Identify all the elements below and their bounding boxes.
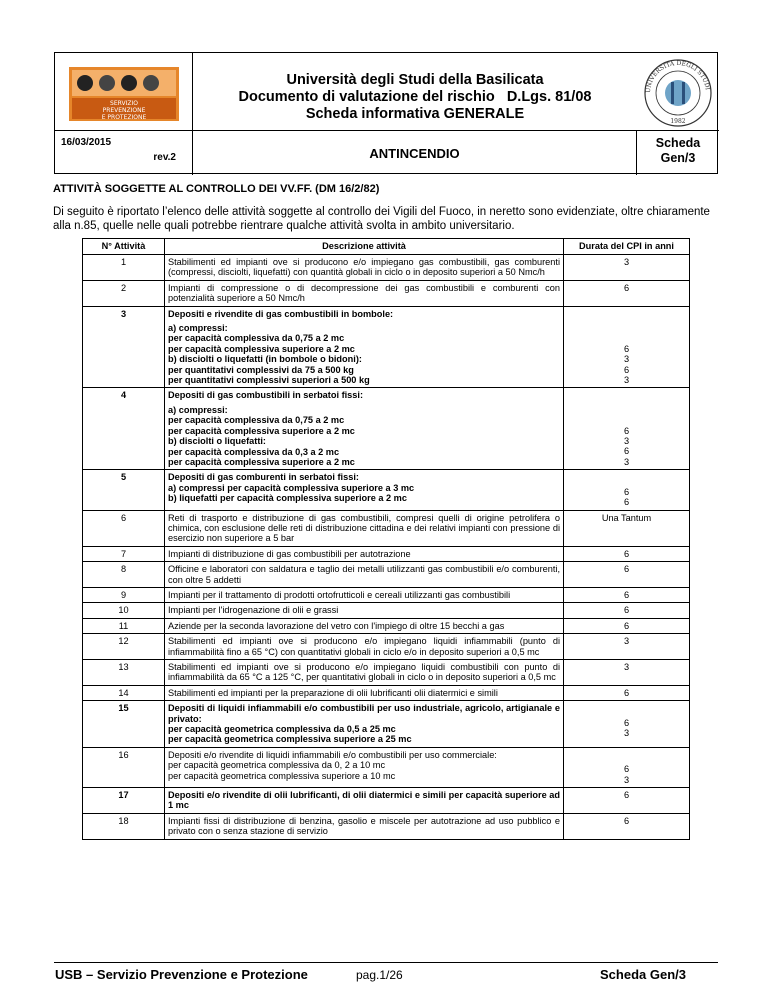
table-row bbox=[83, 255, 690, 281]
description-line: Impianti di compressione o di decompressione dei gas combustibili e comburenti con potenzialità superiore a 50 Nmc/h bbox=[168, 282, 560, 304]
activity-duration bbox=[564, 618, 690, 633]
duration-value: 6 bbox=[623, 620, 630, 631]
duration-value: 3 bbox=[623, 257, 630, 267]
table-row bbox=[83, 659, 690, 685]
section-heading: ATTIVITÀ SOGGETTE AL CONTROLLO DEI VV.FF. (DM 16/2/82) bbox=[53, 183, 380, 195]
table-row bbox=[83, 701, 690, 748]
duration-value: 6 bbox=[623, 282, 630, 293]
activity-number: 13 bbox=[83, 659, 165, 685]
activity-description bbox=[165, 701, 564, 748]
duration-value: 6 bbox=[623, 764, 630, 775]
duration-value: 3 bbox=[623, 636, 630, 647]
duration-value: 6 bbox=[623, 687, 630, 698]
duration-value: 3 bbox=[623, 354, 630, 365]
duration-value: 6 bbox=[623, 364, 630, 375]
duration-value: 6 bbox=[623, 790, 630, 801]
table-row bbox=[83, 388, 690, 470]
description-line: per capacità complessiva superiore a 2 mc bbox=[168, 343, 355, 354]
activity-description bbox=[165, 562, 564, 588]
description-line: b) liquefatti per capacità complessiva superiore a 2 mc bbox=[168, 493, 407, 504]
description-line: b) disciolti o liquefatti (in bombole o bidoni): bbox=[168, 354, 362, 365]
description-line: Depositi di liquidi infiammabili e/o combustibili per uso industriale, agricolo, artigianale e privato: bbox=[168, 703, 560, 724]
logo-line-2: PREVENZIONE bbox=[102, 107, 146, 114]
activity-duration bbox=[564, 470, 690, 510]
description-line: per capacità complessiva superiore a 2 mc bbox=[168, 425, 355, 436]
document-header bbox=[54, 52, 718, 174]
activity-description bbox=[165, 510, 564, 546]
university-seal-icon bbox=[637, 53, 719, 131]
description-line: per capacità complessiva da 0,75 a 2 mc bbox=[168, 333, 345, 344]
duration-value: Una Tantum bbox=[601, 512, 652, 523]
description-line: Impianti per l'idrogenazione di olii e grassi bbox=[168, 605, 339, 616]
description-line: Depositi di gas combustibili in serbatoi fissi: bbox=[168, 390, 364, 401]
activity-duration bbox=[564, 634, 690, 660]
activity-duration bbox=[564, 255, 690, 281]
description-line: Impianti per il trattamento di prodotti ortofrutticoli e cereali utilizzanti gas combustibili bbox=[168, 589, 511, 600]
document-date: 16/03/2015 bbox=[61, 137, 112, 148]
activity-duration bbox=[564, 788, 690, 814]
activity-number: 3 bbox=[83, 306, 165, 388]
activities-table bbox=[82, 238, 690, 840]
duration-value: 6 bbox=[623, 815, 630, 826]
footer-rule bbox=[54, 962, 718, 963]
footer-left: USB – Servizio Prevenzione e Protezione bbox=[55, 967, 308, 982]
activity-description bbox=[165, 747, 564, 787]
description-line: per capacità geometrica complessiva da 0,5 a 25 mc bbox=[168, 724, 396, 735]
header-description: Descrizione attività bbox=[165, 239, 564, 255]
activity-duration bbox=[564, 546, 690, 561]
seal-year: 1982 bbox=[670, 118, 686, 125]
description-line: per capacità complessiva superiore a 2 mc bbox=[168, 456, 355, 467]
activity-number: 11 bbox=[83, 618, 165, 633]
title-cell bbox=[193, 53, 637, 131]
duration-value: 6 bbox=[623, 486, 630, 497]
description-line: a) compressi: bbox=[168, 404, 228, 415]
scheda-line-1: Scheda bbox=[655, 136, 701, 150]
activity-duration bbox=[564, 280, 690, 306]
table-row bbox=[83, 634, 690, 660]
activity-duration bbox=[564, 813, 690, 839]
description-line: b) disciolti o liquefatti: bbox=[168, 436, 266, 447]
table-row bbox=[83, 685, 690, 700]
duration-value: 6 bbox=[623, 497, 630, 508]
table-row bbox=[83, 813, 690, 839]
description-line: Reti di trasporto e distribuzione di gas combustibili, compresi quelli di origine petrolifera o chimica, con esclusione delle reti di distribuzione cittadina e dei relativi impianti con pressione di esercizio non superiore a 5 bar bbox=[168, 512, 560, 544]
table-row bbox=[83, 788, 690, 814]
seal-text: UNIVERSITA DEGLI STUDI bbox=[644, 59, 711, 94]
table-row bbox=[83, 618, 690, 633]
activity-description bbox=[165, 255, 564, 281]
activity-description bbox=[165, 813, 564, 839]
table-row bbox=[83, 587, 690, 602]
activity-duration bbox=[564, 747, 690, 787]
activity-description bbox=[165, 587, 564, 602]
activity-number: 1 bbox=[83, 255, 165, 281]
table-row bbox=[83, 306, 690, 388]
activity-number: 9 bbox=[83, 587, 165, 602]
description-line: per quantitativi complessivi da 75 a 500 kg bbox=[168, 364, 354, 375]
activity-number: 18 bbox=[83, 813, 165, 839]
description-line: a) compressi per capacità complessiva superiore a 3 mc bbox=[168, 482, 415, 493]
duration-value: 3 bbox=[623, 661, 630, 672]
activity-description bbox=[165, 388, 564, 470]
header-duration: Durata del CPI in anni bbox=[564, 239, 690, 255]
table-row bbox=[83, 747, 690, 787]
activity-number: 15 bbox=[83, 701, 165, 748]
activity-description bbox=[165, 280, 564, 306]
duration-value: 6 bbox=[623, 589, 630, 600]
scheda-title: Scheda informativa GENERALE bbox=[305, 106, 525, 122]
table-row bbox=[83, 470, 690, 510]
duration-value: 3 bbox=[623, 375, 630, 386]
description-line: Depositi e rivendite di gas combustibili in bombole: bbox=[168, 308, 394, 319]
activity-duration bbox=[564, 587, 690, 602]
duration-value: 3 bbox=[623, 436, 630, 447]
document-title: Documento di valutazione del rischio D.Lgs. 81/08 bbox=[238, 89, 592, 105]
activity-number: 4 bbox=[83, 388, 165, 470]
description-line: Stabilimenti ed impianti ove si producono e/o impiegano liquidi infiammabili (punto di infiammabilità fino a 65 °C) con quantitativi globali in ciclo e/o in deposito superiori a 0,5 mc bbox=[168, 636, 560, 657]
logo-cell bbox=[55, 53, 193, 131]
description-line: per quantitativi complessivi superiori a 500 kg bbox=[168, 375, 370, 386]
university-title: Università degli Studi della Basilicata bbox=[286, 72, 544, 88]
activity-number: 5 bbox=[83, 470, 165, 510]
description-line: Impianti fissi di distribuzione di benzina, gasolio e miscele per autotrazione ad uso pubblico e privato con o senza stazione di servizio bbox=[168, 815, 560, 837]
activity-description bbox=[165, 306, 564, 388]
section-title: ANTINCENDIO bbox=[193, 131, 637, 175]
activity-description bbox=[165, 470, 564, 510]
activity-duration bbox=[564, 659, 690, 685]
description-line: a) compressi: bbox=[168, 323, 228, 334]
description-line: Depositi di gas comburenti in serbatoi fissi: bbox=[168, 472, 359, 483]
duration-value: 6 bbox=[623, 425, 630, 436]
scheda-id bbox=[637, 131, 719, 175]
description-line: Depositi e/o rivendite di olii lubrificanti, di olii diatermici e simili per capacità superiore ad 1 mc bbox=[168, 790, 560, 811]
duration-value: 3 bbox=[623, 728, 630, 738]
duration-value: 6 bbox=[623, 446, 630, 457]
activity-duration bbox=[564, 306, 690, 388]
duration-value: 6 bbox=[623, 605, 630, 616]
table-header-row bbox=[83, 239, 690, 255]
table-row bbox=[83, 603, 690, 618]
duration-value: 6 bbox=[623, 564, 630, 575]
table-row bbox=[83, 562, 690, 588]
revision: rev.2 bbox=[153, 152, 176, 163]
duration-value: 3 bbox=[623, 774, 630, 785]
activity-number: 12 bbox=[83, 634, 165, 660]
activity-number: 10 bbox=[83, 603, 165, 618]
description-line: per capacità geometrica complessiva superiore a 25 mc bbox=[168, 734, 412, 745]
activity-duration bbox=[564, 510, 690, 546]
description-line: Aziende per la seconda lavorazione del vetro con l'impiego di oltre 15 becchi a gas bbox=[168, 620, 505, 631]
description-line: per capacità complessiva da 0,75 a 2 mc bbox=[168, 415, 345, 426]
duration-value: 6 bbox=[623, 548, 630, 559]
description-line: per capacità geometrica complessiva da 0, 2 a 10 mc bbox=[168, 760, 386, 771]
activity-duration bbox=[564, 701, 690, 748]
activity-description bbox=[165, 685, 564, 700]
seal-cell bbox=[637, 53, 719, 131]
footer-right: Scheda Gen/3 bbox=[600, 967, 686, 982]
description-line: Stabilimenti ed impianti ove si producono e/o impiegano gas combustibili, gas comburenti (compressi, disciolti, liquefatti) con quantità globali in ciclo o in deposito superiori a 50 Nmc/h bbox=[168, 257, 560, 278]
activity-duration bbox=[564, 388, 690, 470]
duration-value: 6 bbox=[623, 343, 630, 354]
description-line: per capacità complessiva da 0,3 a 2 mc bbox=[168, 446, 340, 457]
table-row bbox=[83, 280, 690, 306]
activity-number: 7 bbox=[83, 546, 165, 561]
activity-number: 8 bbox=[83, 562, 165, 588]
activity-description bbox=[165, 634, 564, 660]
scheda-line-2: Gen/3 bbox=[660, 151, 696, 165]
duration-value: 3 bbox=[623, 456, 630, 467]
logo-line-1: SERVIZIO bbox=[110, 100, 138, 107]
activity-description bbox=[165, 603, 564, 618]
activity-duration bbox=[564, 562, 690, 588]
table-row bbox=[83, 510, 690, 546]
activity-number: 2 bbox=[83, 280, 165, 306]
activity-duration bbox=[564, 603, 690, 618]
servizio-prevenzione-logo bbox=[69, 67, 179, 121]
activity-number: 14 bbox=[83, 685, 165, 700]
footer-page: pag.1/26 bbox=[356, 968, 403, 982]
description-line: Impianti di distribuzione di gas combustibili per autotrazione bbox=[168, 548, 411, 559]
date-cell bbox=[55, 131, 193, 175]
intro-paragraph: Di seguito è riportato l’elenco delle attività soggette al controllo dei Vigili del Fuoco, in neretto sono evidenziate, oltre chiaramente alla n.85, quelle nelle quali potrebbe rientrare qualche attività svolta in ambito universitario. bbox=[53, 206, 710, 232]
description-line: Officine e laboratori con saldatura e taglio dei metalli utilizzanti gas combustibili e/o comburenti, con oltre 5 addetti bbox=[168, 564, 560, 585]
logo-line-3: E PROTEZIONE bbox=[101, 114, 147, 121]
header-number: N° Attività bbox=[83, 239, 165, 255]
activity-number: 6 bbox=[83, 510, 165, 546]
activity-number: 17 bbox=[83, 788, 165, 814]
description-line: per capacità geometrica complessiva superiore a 10 mc bbox=[168, 770, 396, 781]
activity-description bbox=[165, 546, 564, 561]
description-line: Stabilimenti ed impianti per la preparazione di olii lubrificanti olii diatermici e simili bbox=[168, 687, 498, 698]
description-line: Depositi e/o rivendite di liquidi infiammabili e/o combustibili per uso commerciale: bbox=[168, 749, 497, 760]
activity-duration bbox=[564, 685, 690, 700]
description-line: Stabilimenti ed impianti ove si producono e/o impiegano liquidi combustibili con punto di infiammabilità da 65 °C a 125 °C, per quantitativi globali in ciclo o in deposito superiori a 0,5 mc bbox=[168, 661, 560, 683]
activity-description bbox=[165, 618, 564, 633]
duration-value: 6 bbox=[623, 717, 630, 728]
activity-description bbox=[165, 659, 564, 685]
activity-number: 16 bbox=[83, 747, 165, 787]
activity-description bbox=[165, 788, 564, 814]
table-row bbox=[83, 546, 690, 561]
